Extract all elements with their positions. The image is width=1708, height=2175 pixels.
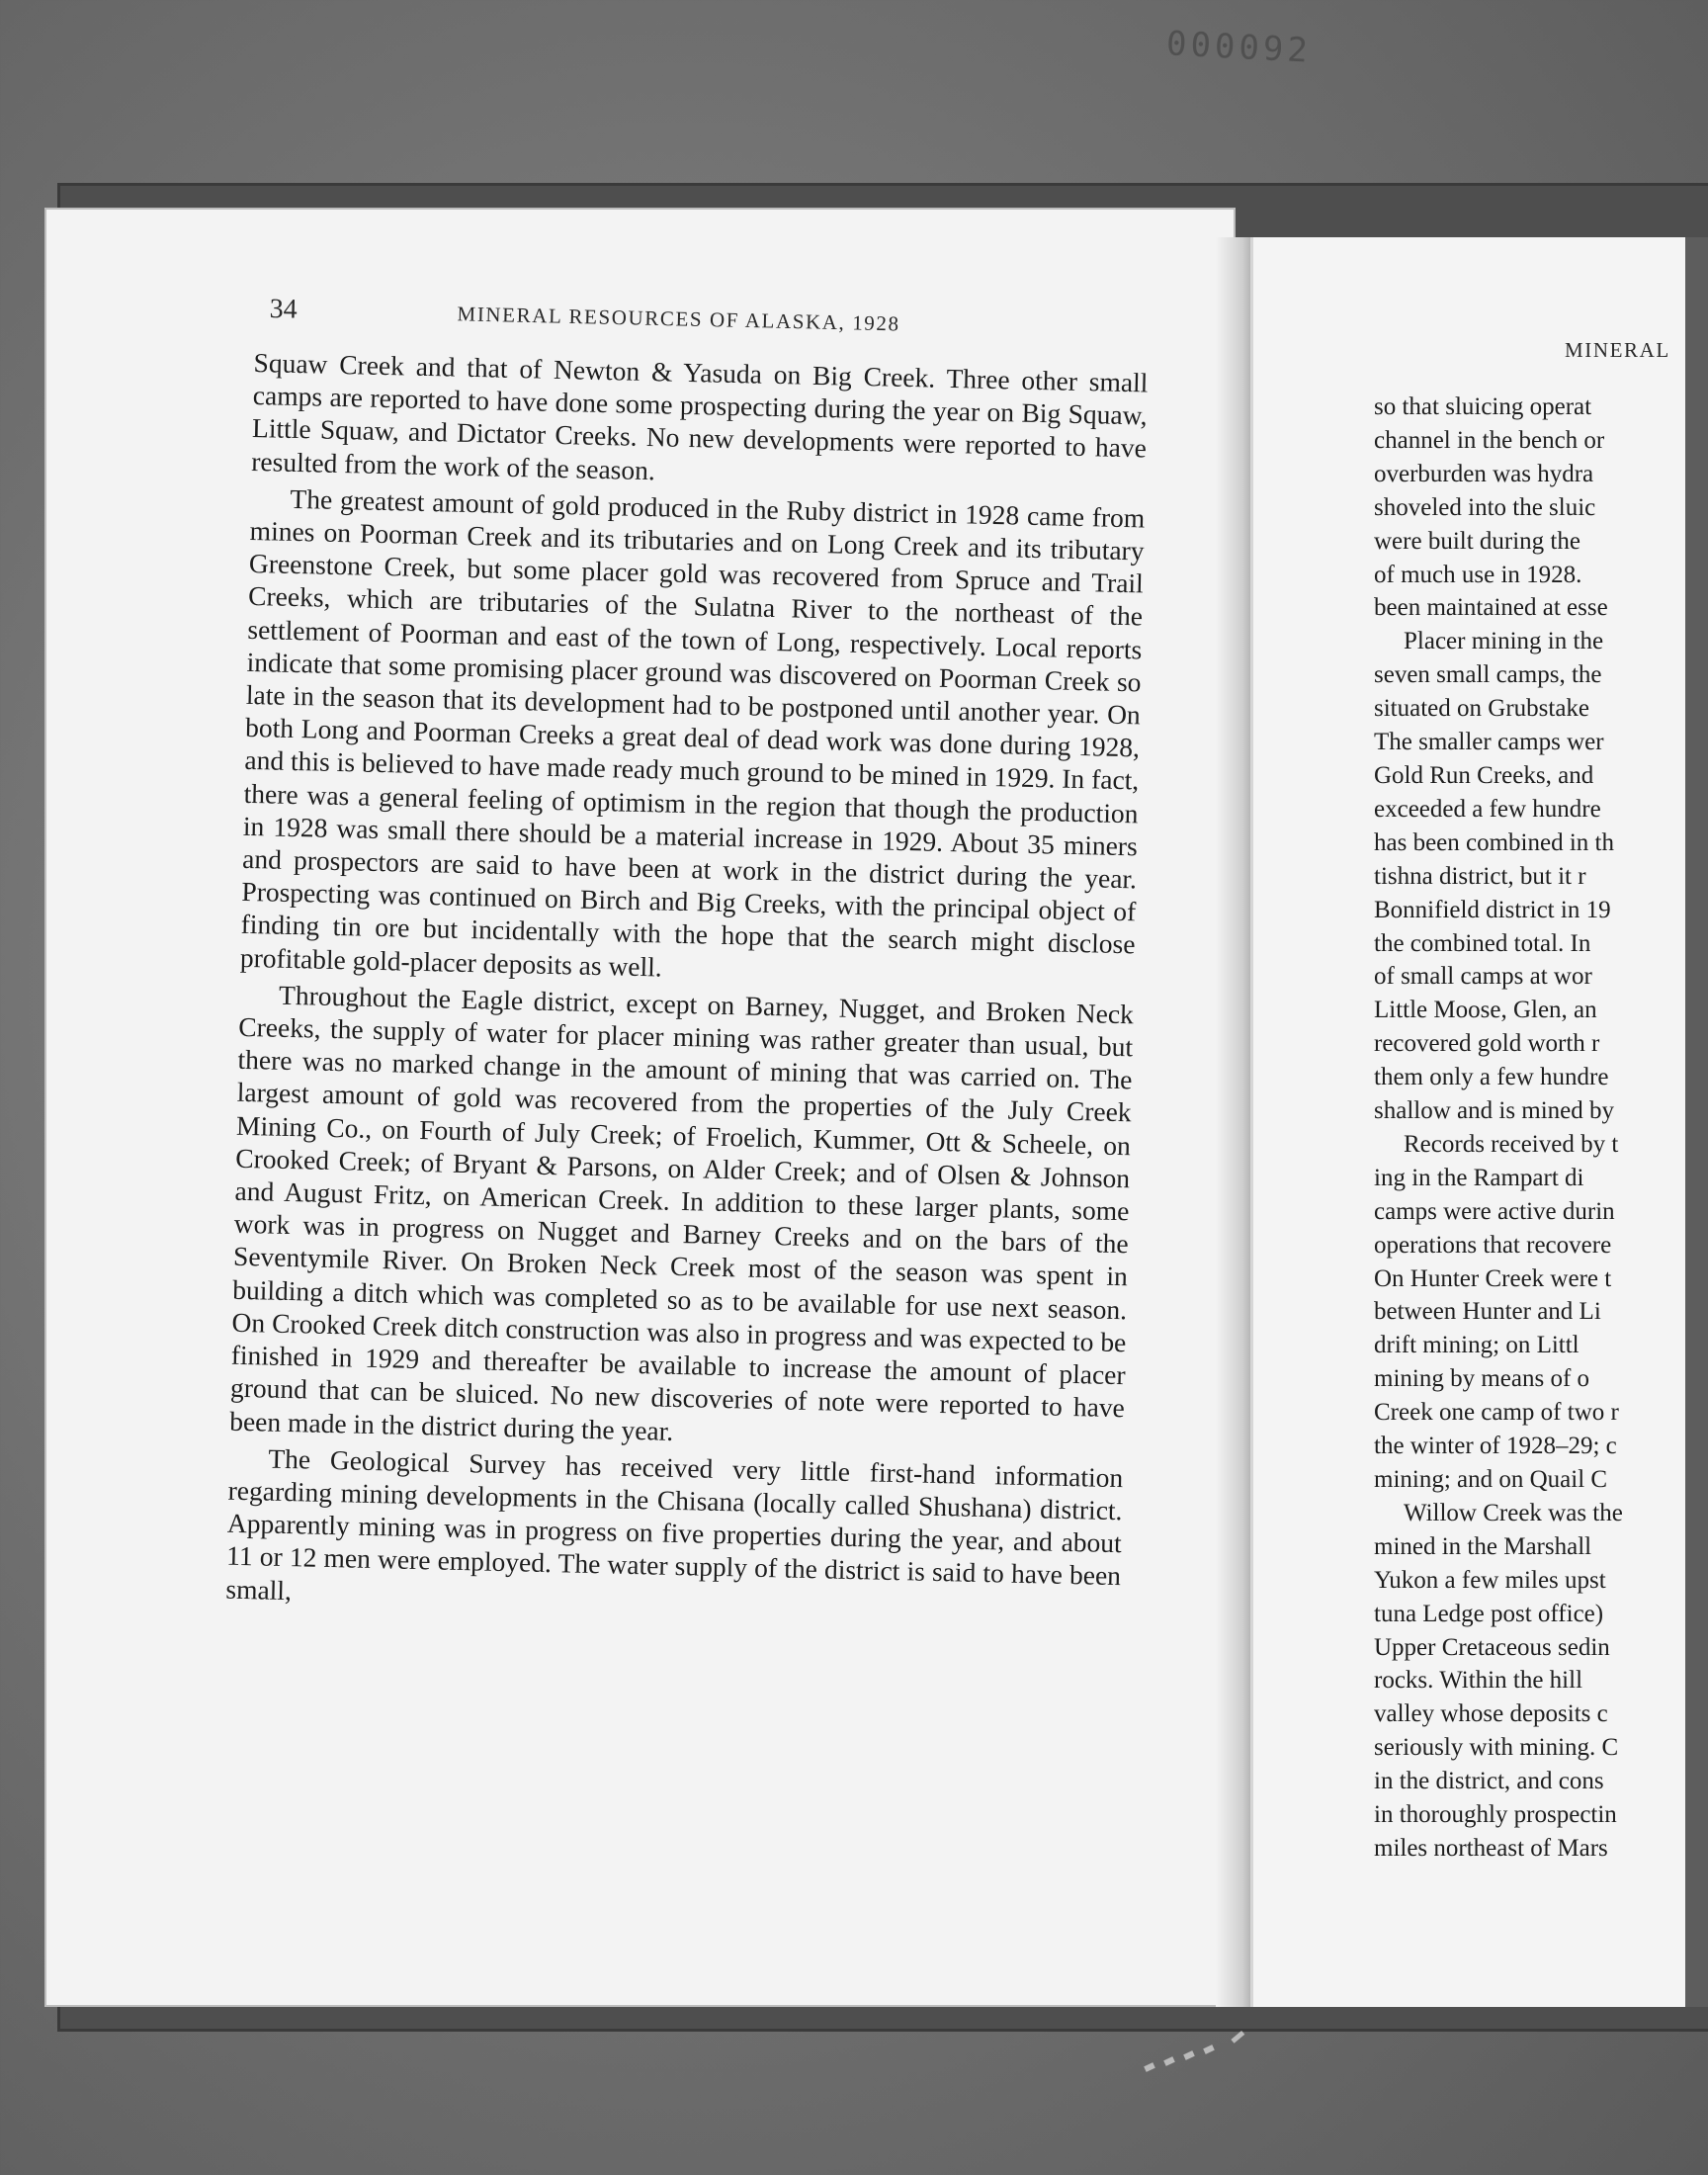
text-line: been maintained at esse	[1374, 594, 1608, 622]
left-page-body	[225, 346, 1149, 1629]
text-line: mined in the Marshall	[1374, 1532, 1592, 1560]
text-line: shoveled into the sluic	[1374, 493, 1596, 521]
paragraph: The greatest amount of gold produced in the Ruby district in 1928 came from mines on Poorman Creek and its tributaries and on Long Creek and its tributary Greenstone Creek, but some placer gold was recovered from Spruce and Trail Creeks, which are tributaries of the Sulatna River to the northeast of the settlement of Poorman and east of the town of Long, respectively. Local reports indicate that some promising placer ground was discovered on Poorman Creek so late in the season that its development had to be postponed until another year. On both Long and Poorman Creeks a great deal of dead work was done during 1928, and this is believed to have made ready much ground to be mined in 1929. In fact, there was a general feeling of optimism in the region that though the production in 1928 was small there should be a material increase in 1929. About 35 miners and prospectors are said to have been at work in the district during the year. Prospecting was continued on Birch and Big Creeks, with the principal object of finding tin ore but incidentally with the hope that the search might disclose profitable gold-placer deposits as well.	[239, 482, 1146, 983]
paragraph: Throughout the Eagle district, except on Barney, Nugget, and Broken Neck Creeks, the supply of water for placer mining was rather greater than usual, but there was no marked change in the amount of mining that was carried on. The largest amount of gold was recovered from the properties of the July Creek Mining Co., on Fourth of July Creek; of Froelich, Kummer, Ott & Scheele, on Crooked Creek; of Bryant & Parsons, on Alder Creek; and of Olsen & Johnson and August Fritz, on American Creek. In addition to these larger plants, some work was in progress on Nugget and Barney Creeks and on the bars of the Seventymile River. On Broken Neck Creek most of the season was spent in building a ditch which was completed so as to be available for use next season. On Crooked Creek ditch construction was also in progress and was expected to be finished in 1929 and thereafter be available to increase the amount of placer ground that can be sluiced. No new discoveries of note were reported to have been made in the district during the year.	[228, 979, 1135, 1446]
text-line: seriously with mining. C	[1374, 1734, 1619, 1762]
text-line: Upper Cretaceous sedin	[1374, 1633, 1610, 1661]
text-line: drift mining; on Littl	[1374, 1332, 1580, 1359]
text-line: mining; and on Quail C	[1374, 1466, 1608, 1493]
text-line: were built during the	[1374, 527, 1580, 555]
text-line: Yukon a few miles upst	[1374, 1566, 1606, 1594]
text-line: between Hunter and Li	[1374, 1298, 1601, 1326]
text-line: situated on Grubstake	[1374, 695, 1590, 723]
text-line: Little Moose, Glen, an	[1374, 997, 1597, 1024]
right-running-head: MINERAL	[1565, 338, 1670, 362]
text-line: in thoroughly prospectin	[1374, 1801, 1617, 1829]
text-line: tuna Ledge post office)	[1374, 1600, 1604, 1627]
text-line: Willow Creek was the	[1404, 1499, 1623, 1526]
text-line: On Hunter Creek were t	[1374, 1264, 1612, 1292]
text-line: rocks. Within the hill	[1374, 1667, 1583, 1695]
text-line: Placer mining in the	[1404, 628, 1604, 655]
page-number: 34	[269, 294, 298, 325]
text-line: Bonnifield district in 19	[1374, 896, 1611, 923]
right-page-clip	[1250, 237, 1685, 2007]
text-line: The smaller camps wer	[1374, 729, 1604, 756]
text-line: recovered gold worth r	[1374, 1030, 1600, 1058]
text-line: operations that recovere	[1374, 1231, 1612, 1259]
text-line: of much use in 1928.	[1374, 561, 1582, 588]
archive-stamp: 000092	[1165, 24, 1313, 71]
text-line: valley whose deposits c	[1374, 1700, 1608, 1728]
text-line: the winter of 1928–29; c	[1374, 1433, 1617, 1460]
text-line: seven small camps, the	[1374, 661, 1602, 689]
scan-specks	[1137, 2027, 1275, 2086]
running-head: MINERAL RESOURCES OF ALASKA, 1928	[457, 302, 900, 336]
right-page-edge-shadow	[1685, 237, 1708, 2007]
text-line: in the district, and cons	[1374, 1768, 1604, 1795]
text-line: ing in the Rampart di	[1374, 1164, 1584, 1191]
text-line: tishna district, but it r	[1374, 862, 1586, 890]
text-line: Gold Run Creeks, and	[1374, 761, 1594, 789]
text-line: Records received by t	[1404, 1130, 1619, 1158]
paragraph: Squaw Creek and that of Newton & Yasuda on Big Creek. Three other small camps are reported to have done some prospecting during the year on Big Squaw, Little Squaw, and Dictator Creeks. No new developments were reported to have resulted from the work of the season.	[251, 346, 1149, 485]
text-line: channel in the bench or	[1374, 426, 1605, 454]
text-line: has been combined in th	[1374, 828, 1614, 856]
text-line: miles northeast of Mars	[1374, 1834, 1608, 1862]
right-page-body	[1374, 391, 1685, 1866]
text-line: so that sluicing operat	[1374, 393, 1592, 420]
text-line: overburden was hydra	[1374, 460, 1594, 487]
text-line: shallow and is mined by	[1374, 1097, 1615, 1125]
text-line: the combined total. In	[1374, 929, 1591, 957]
text-line: mining by means of o	[1374, 1365, 1590, 1393]
paragraph: The Geological Survey has received very little first-hand information regarding mining developments in the Chisana (locally called Shushana) district. Apparently mining was in progress on five properties during the year, and about 11 or 12 men were employed. The water supply of the district is said to have been small,	[225, 1442, 1124, 1606]
text-line: exceeded a few hundre	[1374, 795, 1601, 823]
text-line: them only a few hundre	[1374, 1064, 1609, 1091]
text-line: Creek one camp of two r	[1374, 1399, 1619, 1427]
text-line: camps were active durin	[1374, 1197, 1615, 1225]
text-line: of small camps at wor	[1374, 963, 1592, 991]
